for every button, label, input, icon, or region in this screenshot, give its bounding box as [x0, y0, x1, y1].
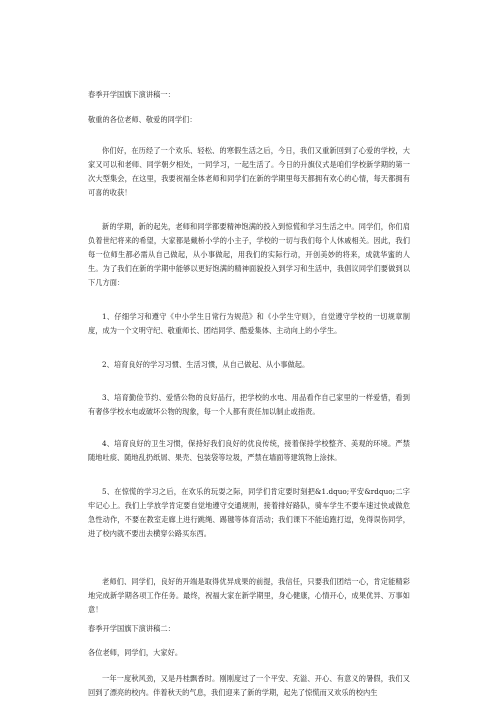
speech1-greeting: 敬重的各位老师、敬爱的同学们： — [88, 115, 197, 124]
speech1-paragraph-1: 你们好，在历经了一个欢乐、轻松、的寒假生活之后，今日，我们又重新回到了心爱的学校，大家又可以和老师、同学朝夕相处，一同学习，一起生活了。今日的升旗仪式是咱们学校新学期的第一次大型集会，在这里，我要祝福全体老师和同学们在新的学期里每天都拥有欢心的心情，每天都拥有可喜的收获！ — [88, 146, 410, 197]
document-page — [88, 0, 410, 707]
speech2-title: 春季开学国旗下演讲稿二： — [88, 624, 175, 633]
speech1-paragraph-6: 4、培育良好的卫生习惯，保持好我们良好的优良传统，接着保持学校整齐、美观的环境。严禁随地吐痰、随地乱扔纸屑、果壳、包装袋等垃圾，严禁在墙面等建筑物上涂抹。 — [88, 439, 410, 462]
speech2-paragraph-1: 一年一度秋风劲，又是丹桂飘香时。刚刚度过了一个平安、充溢、开心、有意义的暑假，我们又回到了漂亮的校内。伴着秋天的气息，我们迎来了新的学期，起先了惊慌而又欢乐的校内生 — [88, 674, 410, 697]
speech1-paragraph-4: 2、培育良好的学习习惯、生活习惯，从自己做起、从小事做起。 — [102, 360, 310, 369]
speech1-paragraph-8: 老师们、同学们，良好的开端是取得优异成果的前提，我信任，只要我们团结一心，肯定能精彩地完成新学期各项工作任务。最终，祝福大家在新学期里，身心健康，心情开心，成果优异、万事如意！ — [88, 577, 410, 614]
speech1-title: 春季开学国旗下演讲稿一： — [88, 90, 175, 99]
speech1-paragraph-5: 3、培育勤俭节约、爱惜公物的良好品行，把学校的水电、用品看作自己家里的一样爱惜，看到有奢侈学校水电或破坏公物的现象，每一个人都有责任加以制止或指责。 — [88, 393, 410, 416]
speech1-paragraph-3: 1、仔细学习和遵守《中小学生日常行为规范》和《小学生守则》，自觉遵守学校的一切规章制度，成为一个文明守纪、敬重师长、团结同学、酷爱集体、主动向上的小学生。 — [88, 312, 410, 335]
speech1-paragraph-7: 5、在惊慌的学习之后，在欢乐的玩耍之际，同学们肯定要时刻把&1.dquo;平安&rdquo;二字牢记心上。我们上学放学肯定要自觉地遵守交通规则，接着排好路队，骑车学生不要车速过快或做危急性动作，不要在教室走廊上进行跳绳、踢毽等体育活动；我们课下不能追跑打逗，免得误伤同学，进了校内就不要出去横穿公路买东西。 — [88, 487, 410, 538]
speech1-paragraph-2: 新的学期，新的起先，老师和同学都要精神饱满的投入到惊慌和学习生活之中。同学们，你们肩负着世纪将来的希望，大家都是戴桥小学的小主子，学校的一切与我们每个人休戚相关。因此，我们每一位师生都必需从自己做起，从小事做起，用我们的实际行动，开创美妙的将来，成就华蜜的人生。为了我们在新的学期中能够以更好饱满的精神面貌投入到学习和生活中，我倡议同学们要做到以下几方面： — [88, 222, 410, 287]
speech2-greeting: 各位老师，同学们，大家好。 — [88, 648, 183, 657]
